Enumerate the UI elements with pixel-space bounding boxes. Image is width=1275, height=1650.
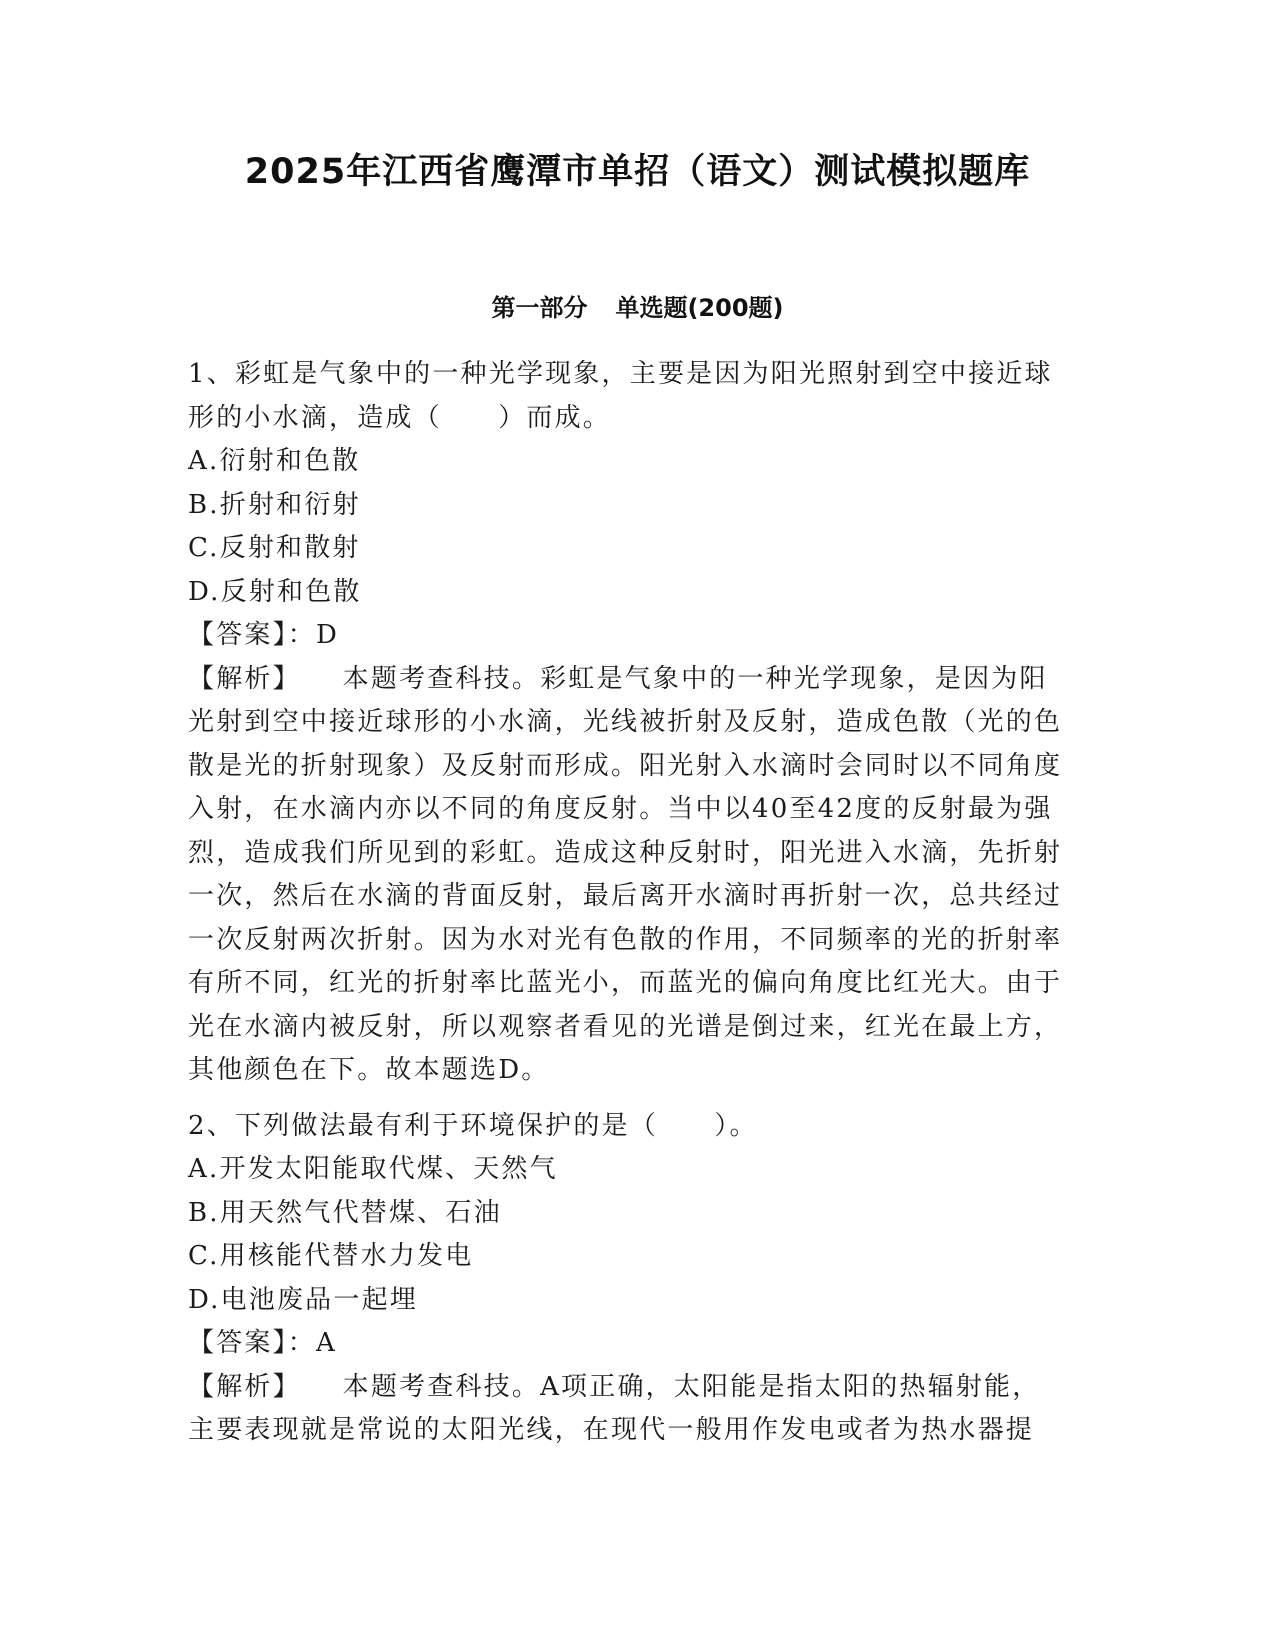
answer-value: A	[316, 1328, 337, 1358]
analysis-paragraph	[188, 1366, 1068, 1453]
analysis-paragraph	[188, 658, 1068, 1093]
answer-line	[188, 1322, 1068, 1366]
option-c: C.用核能代替水力发电	[188, 1241, 474, 1271]
question-item	[188, 1105, 1068, 1453]
section-name: 单选题(200题)	[615, 294, 784, 322]
question-stem: 2、下列做法最有利于环境保护的是（ ）。	[188, 1110, 758, 1141]
option-d: D.电池废品一起埋	[188, 1284, 418, 1315]
analysis-label: 【解析】	[188, 663, 301, 694]
answer-value: D	[316, 620, 340, 650]
question-list	[188, 353, 1068, 1453]
option-d: D.反射和色散	[188, 576, 362, 607]
question-stem: 1、彩虹是气象中的一种光学现象，主要是因为阳光照射到空中接近球形的小水滴，造成（ ）而成。	[188, 359, 1053, 433]
section-heading	[0, 290, 1275, 326]
option-b: B.折射和衍射	[188, 489, 361, 520]
option-c: C.反射和散射	[188, 533, 361, 563]
option-a: A.衍射和色散	[188, 446, 361, 476]
analysis-text: 本题考查科技。彩虹是气象中的一种光学现象，是因为阳光射到空中接近球形的小水滴，光线被折射及反射，造成色散（光的色散是光的折射现象）及反射而形成。阳光射入水滴时会同时以不同角度入射，在水滴内亦以不同的角度反射。当中以40至42度的反射最为强烈，造成我们所见到的彩虹。造成这种反射时，阳光进入水滴，先折射一次，然后在水滴的背面反射，最后离开水滴时再折射一次，总共经过一次反射两次折射。因为水对光有色散的作用，不同频率的光的折射率有所不同，红光的折射率比蓝光小，而蓝光的偏向角度比红光大。由于光在水滴内被反射，所以观察者看见的光谱是倒过来，红光在最上方，其他颜色在下。故本题选D。	[188, 663, 1063, 1085]
document-title: 2025年江西省鹰潭市单招（语文）测试模拟题库	[244, 152, 1031, 192]
answer-label: 【答案】：	[188, 620, 317, 650]
section-part: 第一部分	[491, 294, 588, 322]
answer-label: 【答案】：	[188, 1328, 317, 1358]
answer-line	[188, 614, 1068, 658]
analysis-text: 本题考查科技。A项正确，太阳能是指太阳的热辐射能，主要表现就是常说的太阳光线，在现代一般用作发电或者为热水器提	[188, 1371, 1041, 1445]
question-item	[188, 353, 1068, 1093]
option-a: A.开发太阳能取代煤、天然气	[188, 1154, 558, 1184]
option-b: B.用天然气代替煤、石油	[188, 1197, 502, 1228]
analysis-label: 【解析】	[188, 1371, 301, 1402]
